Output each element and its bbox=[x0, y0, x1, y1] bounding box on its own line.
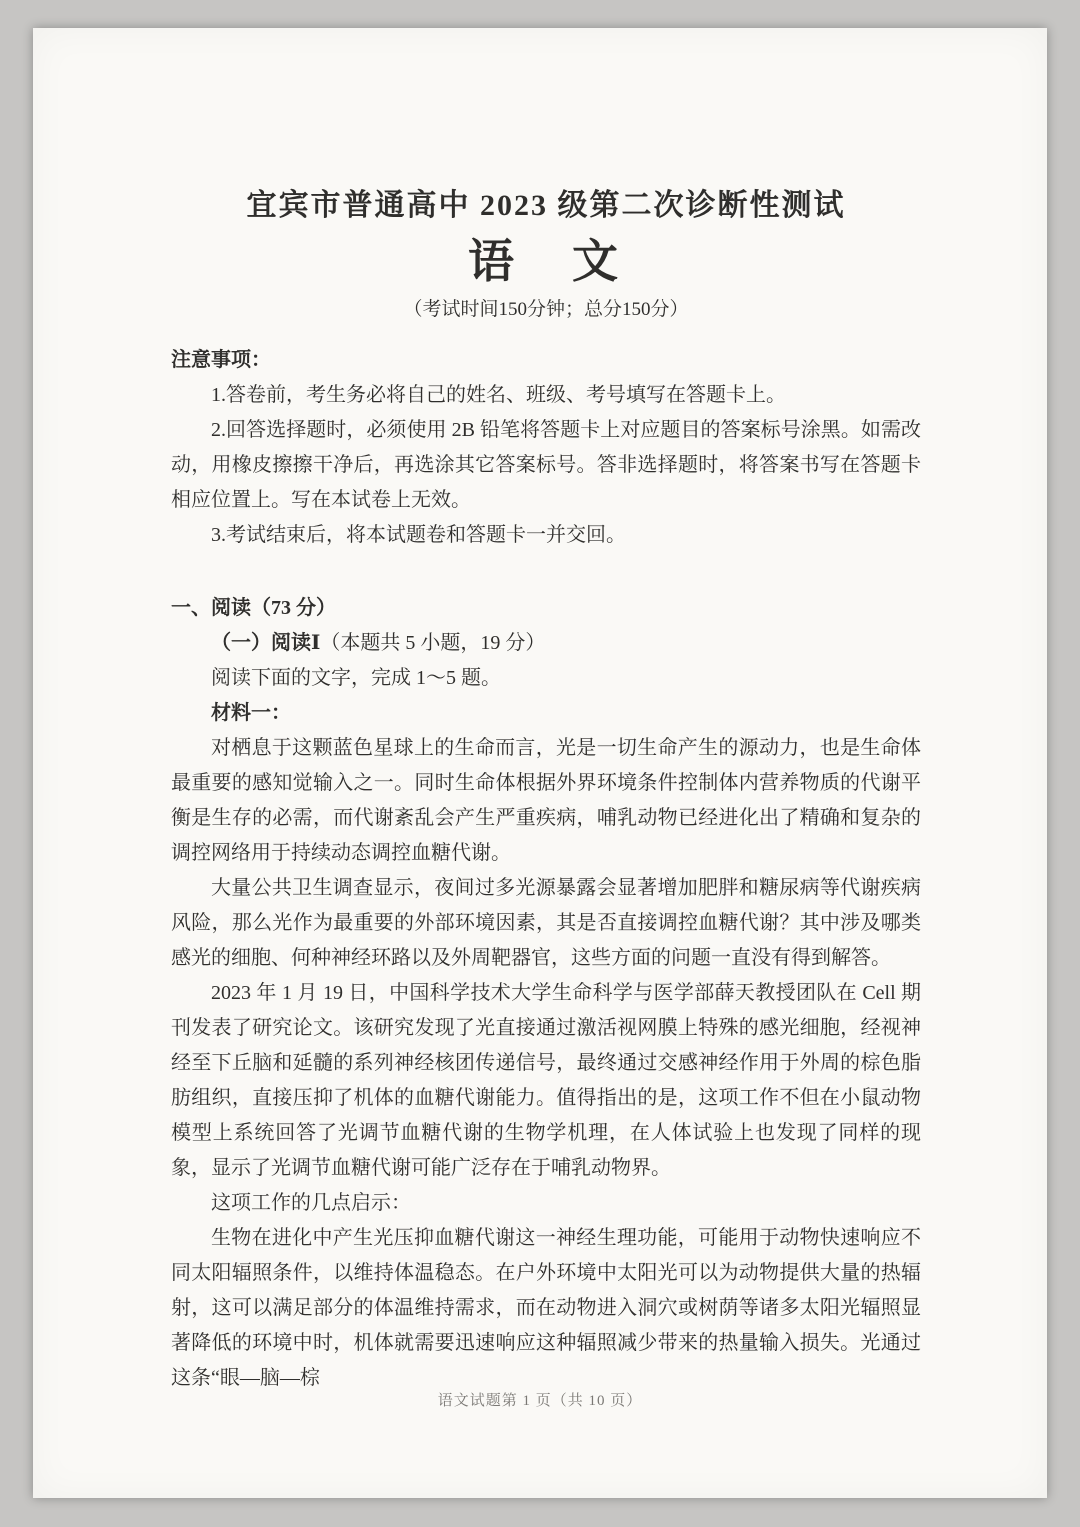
section-heading-reading: 一、阅读（73 分） bbox=[171, 597, 336, 619]
subject-title: 语 文 bbox=[468, 236, 624, 287]
body-paragraph: 生物在进化中产生光压抑血糖代谢这一神经生理功能，可能用于动物快速响应不同太阳辐照条件，以维持体温稳态。在户外环境中太阳光可以为动物提供大量的热辐射，这可以满足部分的体温维持需求，而在动物进入洞穴或树荫等诸多太阳光辐照显著降低的环境中时，机体就需要迅速响应这种辐照减少带来的热量输入损失。光通过这条“眼—脑—棕 bbox=[171, 1227, 921, 1389]
reading-instruction: 阅读下面的文字，完成 1～5 题。 bbox=[211, 667, 501, 689]
subsection-heading-bold: （一）阅读Ⅰ bbox=[211, 632, 321, 654]
exam-title: 宜宾市普通高中 2023 级第二次诊断性测试 bbox=[246, 189, 846, 222]
exam-paper-page bbox=[33, 28, 1047, 1498]
body-paragraph: 2023 年 1 月 19 日，中国科学技术大学生命科学与医学部薛天教授团队在 Cell 期刊发表了研究论文。该研究发现了光直接通过激活视网膜上特殊的感光细胞，经视神经至下丘脑和延髓的系列神经核团传递信号，最终通过交感神经作用于外周的棕色脂肪组织，直接压抑了机体的血糖代谢能力。值得指出的是，这项工作不但在小鼠动物模型上系统回答了光调节血糖代谢的生物学机理，在人体试验上也发现了同样的现象，显示了光调节血糖代谢可能广泛存在于哺乳动物界。 bbox=[171, 982, 921, 1179]
subsection-heading bbox=[171, 626, 921, 661]
body-paragraph: 这项工作的几点启示： bbox=[211, 1192, 411, 1214]
page-content bbox=[33, 28, 1047, 1396]
body-paragraph: 大量公共卫生调查显示，夜间过多光源暴露会显著增加肥胖和糖尿病等代谢疾病风险，那么光作为最重要的外部环境因素，其是否直接调控血糖代谢？其中涉及哪类感光的细胞、何种神经环路以及外周靶器官，这些方面的问题一直没有得到解答。 bbox=[171, 877, 921, 969]
material-one-heading: 材料一： bbox=[211, 702, 291, 724]
notice-item-3: 3.考试结束后，将本试题卷和答题卡一并交回。 bbox=[211, 524, 626, 546]
page-footer: 语文试题第 1 页（共 10 页） bbox=[437, 1393, 643, 1409]
notice-heading: 注意事项： bbox=[171, 349, 271, 371]
body-paragraph: 对栖息于这颗蓝色星球上的生命而言，光是一切生命产生的源动力，也是生命体最重要的感知觉输入之一。同时生命体根据外界环境条件控制体内营养物质的代谢平衡是生存的必需，而代谢紊乱会产生严重疾病，哺乳动物已经进化出了精确和复杂的调控网络用于持续动态调控血糖代谢。 bbox=[171, 737, 921, 864]
exam-duration-info: （考试时间150分钟；总分150分） bbox=[403, 299, 689, 320]
subsection-heading-rest: （本题共 5 小题，19 分） bbox=[320, 632, 546, 654]
notice-item-2: 2.回答选择题时，必须使用 2B 铅笔将答题卡上对应题目的答案标号涂黑。如需改动，用橡皮擦擦干净后，再选涂其它答案标号。答非选择题时，将答案书写在答题卡相应位置上。写在本试卷上无效。 bbox=[171, 419, 921, 511]
notice-item-1: 1.答卷前，考生务必将自己的姓名、班级、考号填写在答题卡上。 bbox=[211, 384, 786, 406]
